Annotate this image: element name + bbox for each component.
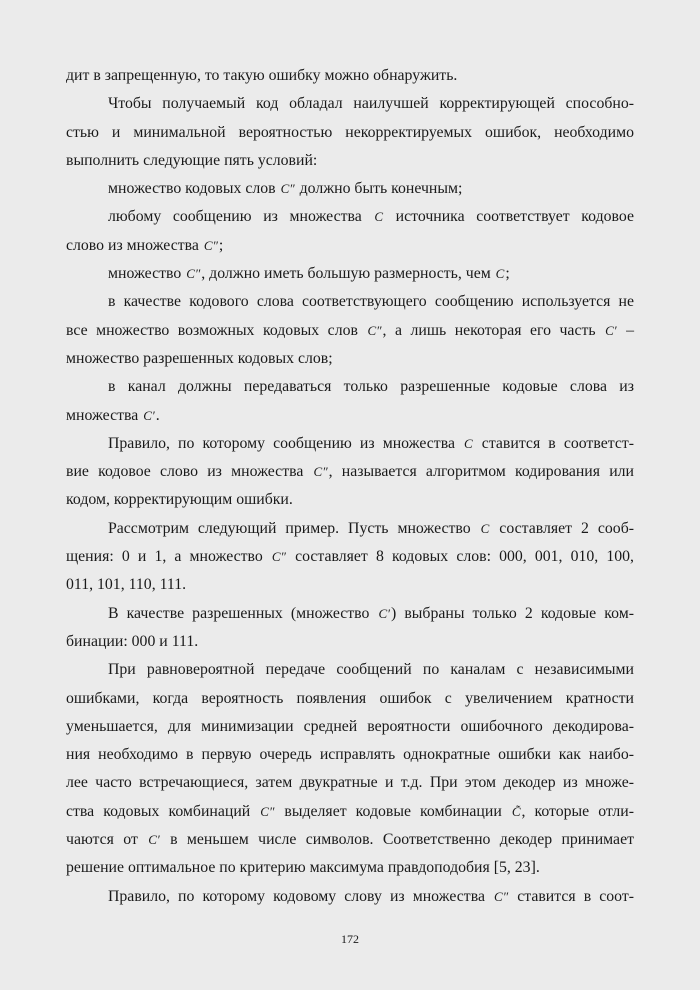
text-line: слово из множества C″; <box>66 236 224 254</box>
text-line: щения: 0 и 1, а множество C″ составляет 8 кодовых слов: 000, 001, 010, 100, <box>66 548 635 566</box>
math-symbol: C̃ <box>511 803 521 819</box>
math-symbol: C″ <box>280 181 295 197</box>
text-line: множество разрешенных кодовых слов; <box>66 349 333 367</box>
text-line: Рассмотрим следующий пример. Пусть множество C составляет 2 сооб- <box>108 519 634 537</box>
text-line: множество кодовых слов C″ должно быть конечным; <box>108 180 463 198</box>
text-line: ства кодовых комбинаций C″ выделяет кодовые комбинации C̃, которые отли- <box>66 802 635 820</box>
text-line: Правило, по которому сообщению из множества C ставится в соответст- <box>108 434 634 452</box>
text-line: стью и минимальной вероятностью некорректируемых ошибок, необходимо <box>66 123 634 141</box>
text-line: дит в запрещенную, то такую ошибку можно обнаружить. <box>66 67 458 84</box>
math-symbol: C <box>495 266 505 282</box>
math-symbol: C″ <box>186 266 201 282</box>
text-line: При равновероятной передаче сообщений по каналам с независимыми <box>108 661 634 679</box>
text-line: 011, 101, 110, 111. <box>66 576 187 594</box>
math-symbol: C″ <box>313 464 328 480</box>
text-line: решение оптимальное по критерию максимума правдоподобия [5, 23]. <box>66 859 540 877</box>
math-symbol: C′ <box>605 322 617 338</box>
math-symbol: C″ <box>260 803 275 819</box>
text-line: вие кодовое слово из множества C″, называется алгоритмом кодирования или <box>66 463 634 481</box>
text-line: лее часто встречающиеся, затем двукратные и т.д. При этом декодер из множе- <box>66 774 634 792</box>
text-line: в качестве кодового слова соответствующего сообщению используется не <box>108 293 634 311</box>
text-line: чаются от C′ в меньшем числе символов. Соответственно декодер принимает <box>66 831 634 849</box>
text-line: Правило, по которому кодовому слову из множества C″ ставится в соот- <box>108 887 634 905</box>
math-symbol: C <box>480 520 490 536</box>
text-line: бинации: 000 и 111. <box>66 632 199 650</box>
math-symbol: C″ <box>203 237 218 253</box>
math-symbol: C″ <box>494 888 509 904</box>
text-line: множество C″, должно иметь большую размерность, чем C; <box>108 265 510 283</box>
math-symbol: C″ <box>271 549 286 565</box>
text-line: все множество возможных кодовых слов C″, а лишь некоторая его часть C′ – <box>66 321 634 339</box>
math-symbol: C <box>464 435 473 451</box>
text-line: множества C′. <box>66 406 160 424</box>
text-line: ния необходимо в первую очередь исправлять однократные ошибки как наибо- <box>66 746 634 764</box>
text-line: в канал должны передаваться только разрешенные кодовые слова из <box>108 378 634 396</box>
math-symbol: C′ <box>378 605 390 621</box>
text-line: В качестве разрешенных (множество C′) выбраны только 2 кодовые ком- <box>108 604 634 622</box>
math-symbol: C′ <box>143 407 155 423</box>
math-symbol: C″ <box>367 322 382 338</box>
text-line: уменьшается, для минимизации средней вероятности ошибочного декодирова- <box>66 717 634 735</box>
text-line: Чтобы получаемый код обладал наилучшей корректирующей способно- <box>108 95 634 113</box>
page-text <box>66 62 634 911</box>
text-line: любому сообщению из множества C источника соответствует кодовое <box>108 208 634 226</box>
text-line: ошибками, когда вероятность появления ошибок с увеличением кратности <box>66 689 634 707</box>
text-line: выполнить следующие пять условий: <box>66 151 318 169</box>
page-number: 172 <box>341 932 359 946</box>
text-line: кодом, корректирующим ошибки. <box>66 491 293 509</box>
math-symbol: C′ <box>148 832 160 848</box>
math-symbol: C <box>374 209 384 225</box>
